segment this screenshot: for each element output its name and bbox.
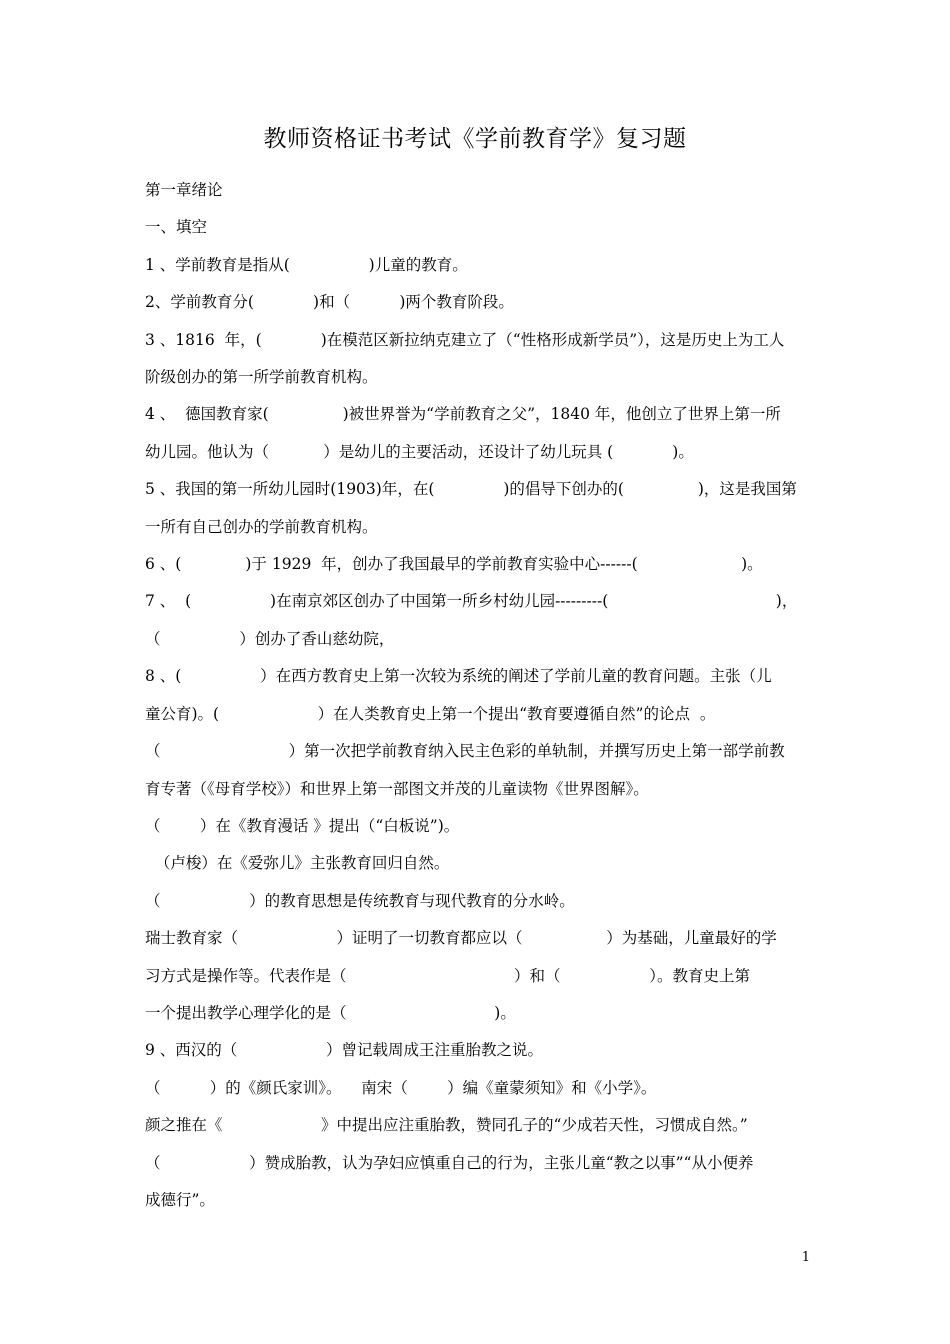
question-line: 9 、西汉的（ ）曾记载周成王注重胎教之说。 xyxy=(145,1041,543,1060)
question-line: （ ）创办了香山慈幼院， xyxy=(145,629,395,648)
question-line: 习方式是操作等。代表作是（ ）和（ ）。教育史上第 xyxy=(145,966,750,985)
question-line: 一所有自己创办的学前教育机构。 xyxy=(145,517,378,536)
question-line: 阶级创办的第一所学前教育机构。 xyxy=(145,368,378,387)
chapter-heading: 第一章绪论 xyxy=(145,181,223,199)
question-line: 育专著（《母育学校》）和世界上第一部图文并茂的儿童读物《世界图解》。 xyxy=(145,779,649,798)
question-line: 幼儿园。他认为（ ）是幼儿的主要活动，还设计了幼儿玩具 ( )。 xyxy=(145,442,694,461)
question-line: 2、学前教育分( )和（ )两个教育阶段。 xyxy=(145,293,514,312)
question-line: 一个提出教学心理学化的是（ )。 xyxy=(145,1003,516,1022)
question-line: 8 、( ）在西方教育史上第一次较为系统的阐述了学前儿童的教育问题。主张（儿 xyxy=(145,667,772,686)
question-line: 4 、 德国教育家( )被世界誉为“学前教育之父”，1840 年，他创立了世界上第一所 xyxy=(145,405,781,424)
question-line: 颜之推在《 》中提出应注重胎教，赞同孔子的“少成若天性，习惯成自然。” xyxy=(145,1116,748,1135)
question-line: 3 、1816 年，( )在模范区新拉纳克建立了（“性格形成新学员”），这是历史上为工人 xyxy=(145,330,785,349)
question-line: 成德行”。 xyxy=(145,1190,215,1209)
question-line: （ ）在《教育漫话 》提出（“白板说”)。 xyxy=(145,816,460,835)
question-line: 7 、 ( )在南京郊区创办了中国第一所乡村幼儿园---------( )， xyxy=(145,592,798,611)
question-line: 6 、( )于 1929 年，创办了我国最早的学前教育实验中心------( )。 xyxy=(145,555,763,574)
question-line: （ ）赞成胎教，认为孕妇应慎重自己的行为，主张儿童“教之以事”“从小便养 xyxy=(145,1153,754,1172)
question-line: 5 、我国的第一所幼儿园时(1903)年，在( )的倡导下创办的( )，这是我国第 xyxy=(145,480,797,499)
document-body xyxy=(145,172,810,1219)
question-line: （卢梭）在《爱弥儿》主张教育回归自然。 xyxy=(145,854,450,873)
question-line: 瑞士教育家（ ）证明了一切教育都应以（ ）为基础，儿童最好的学 xyxy=(145,929,777,948)
question-line: （ ）的《颜氏家训》。 南宋（ ）编《童蒙须知》和《小学》。 xyxy=(145,1078,657,1097)
document-title: 教师资格证书考试《学前教育学》复习题 xyxy=(263,126,687,152)
question-line: 1 、学前教育是指从( )儿童的教育。 xyxy=(145,255,468,274)
question-line: （ ）第一次把学前教育纳入民主色彩的单轨制，并撰写历史上第一部学前教 xyxy=(145,742,785,761)
section-heading: 一、填空 xyxy=(145,218,208,237)
question-line: 童公育)。( ）在人类教育史上第一个提出“教育要遵循自然”的论点 。 xyxy=(145,704,716,723)
question-line: （ ）的教育思想是传统教育与现代教育的分水岭。 xyxy=(145,891,575,910)
page-number: 1 xyxy=(801,1250,810,1265)
